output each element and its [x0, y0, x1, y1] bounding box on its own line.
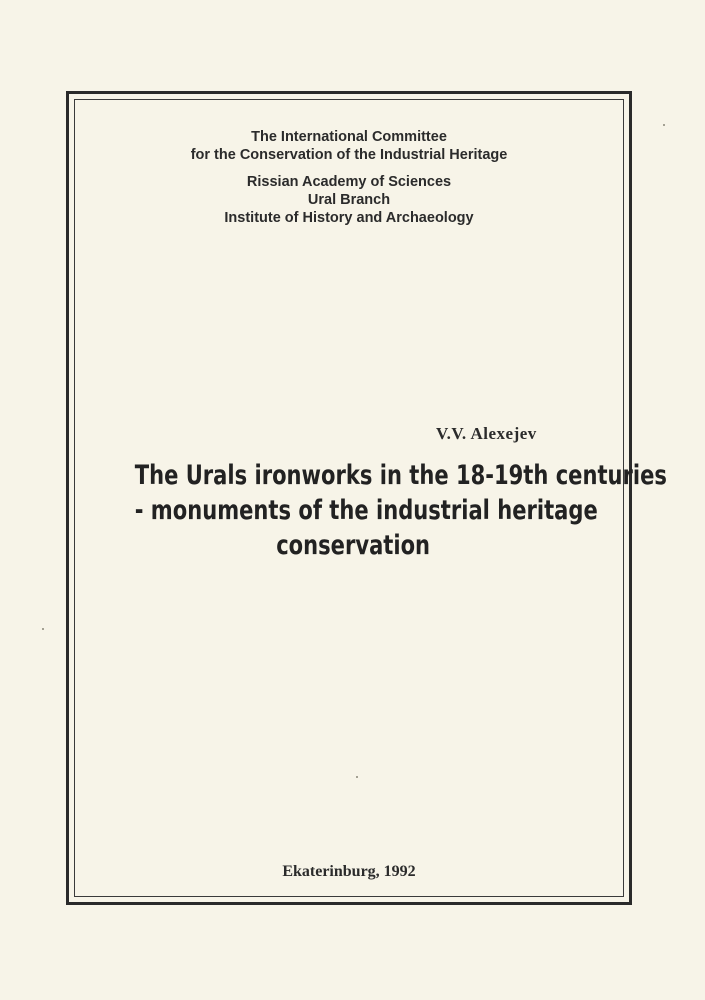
book-title: [134, 458, 667, 563]
academy-line-3: Institute of History and Archaeology: [224, 210, 474, 226]
imprint-place-year: Ekaterinburg, 1992: [282, 863, 416, 880]
publisher-header: [74, 128, 624, 227]
academy-line-2: Ural Branch: [307, 192, 391, 208]
title-line-3: conservation: [276, 530, 431, 561]
paper-speck: [356, 776, 358, 778]
org-line-1: The International Committee: [251, 129, 447, 145]
paper-speck: [42, 628, 44, 630]
author-name: V.V. Alexejev: [436, 424, 537, 443]
paper-speck: [663, 124, 665, 126]
academy-line-1: Rissian Academy of Sciences: [246, 174, 452, 190]
title-line-2: - monuments of the industrial heritage: [134, 495, 598, 526]
title-line-1: The Urals ironworks in the 18-19th centuries: [134, 460, 667, 491]
org-line-2: for the Conservation of the Industrial Heritage: [190, 147, 508, 163]
header-spacer: [74, 164, 624, 173]
